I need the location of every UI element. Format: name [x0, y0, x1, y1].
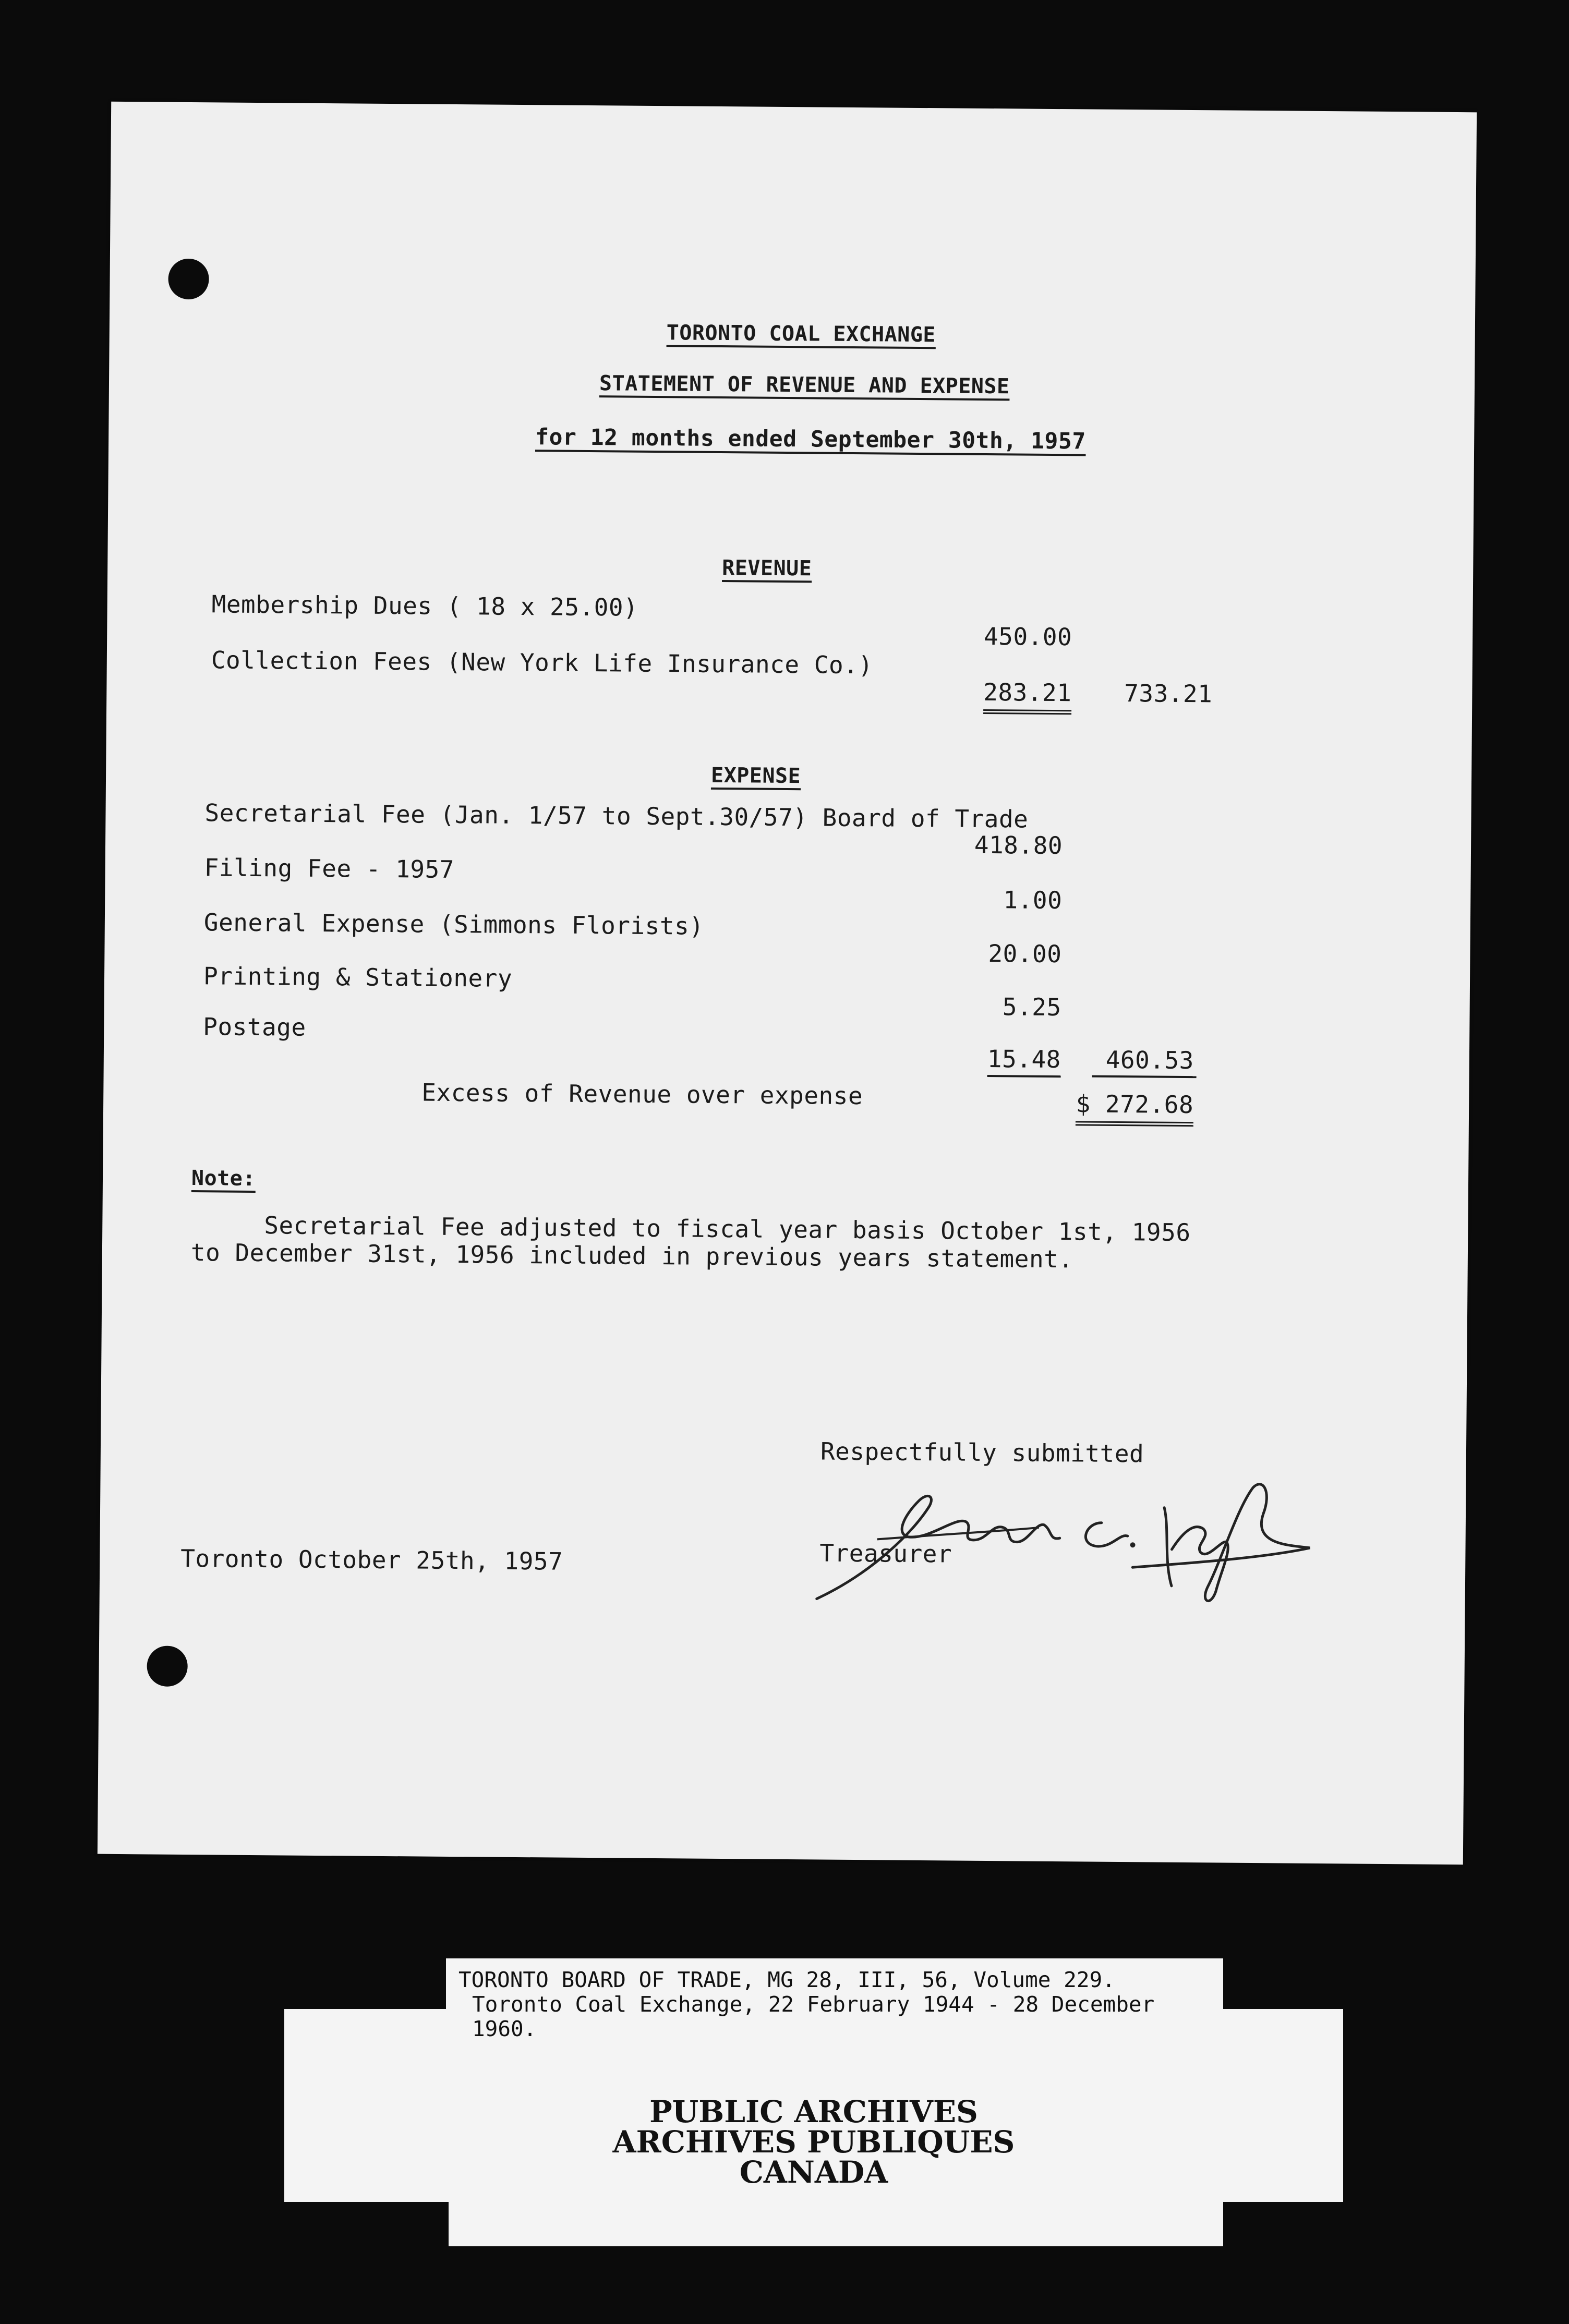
expense-item-amount: [931, 1044, 1061, 1073]
punch-hole-bottom: [147, 1645, 188, 1687]
revenue-item-label: Collection Fees (New York Life Insurance Co.): [211, 646, 873, 680]
archives-stamp-line: PUBLIC ARCHIVES: [649, 2094, 978, 2129]
revenue-total: 733.21: [1124, 679, 1213, 708]
signature: [767, 1442, 1316, 1618]
place-date: Toronto October 25th, 1957: [180, 1544, 563, 1576]
archive-reference-line: 1960.: [472, 2016, 537, 2041]
excess-label: Excess of Revenue over expense: [421, 1078, 863, 1110]
revenue-item-amount: 450.00: [983, 622, 1072, 651]
revenue-item-amount: [941, 677, 1071, 707]
expense-item-label: Filing Fee - 1957: [204, 853, 455, 883]
subtotal-rule: [1092, 1075, 1197, 1079]
document-title: TORONTO COAL EXCHANGE: [666, 321, 936, 347]
expense-heading: EXPENSE: [710, 763, 801, 789]
note-line: Secretarial Fee adjusted to fiscal year basis October 1st, 1956: [264, 1211, 1191, 1247]
expense-total: 460.53: [1105, 1045, 1194, 1075]
document-page: [98, 102, 1477, 1865]
expense-item-amount: 1.00: [1003, 886, 1063, 915]
archives-stamp-line: CANADA: [739, 2154, 888, 2190]
archive-reference-line: Toronto Coal Exchange, 22 February 1944 - 28 December: [472, 1992, 1155, 2017]
archive-reference-line: TORONTO BOARD OF TRADE, MG 28, III, 56, Volume 229.: [458, 1967, 1115, 1992]
expense-item-amount: 20.00: [988, 939, 1062, 969]
expense-item-label: Postage: [203, 1012, 306, 1042]
archive-reference-label: [446, 1958, 1223, 2086]
revenue-item-label: Membership Dues ( 18 x 25.00): [211, 590, 638, 622]
expense-item-amount-value: 15.48: [987, 1045, 1061, 1078]
archive-label-strip: [449, 2202, 1223, 2246]
expense-item-label: General Expense (Simmons Florists): [203, 908, 704, 940]
closing-text: Respectfully submitted: [820, 1437, 1144, 1468]
revenue-heading: REVENUE: [722, 555, 812, 581]
document-subtitle: STATEMENT OF REVENUE AND EXPENSE: [599, 371, 1010, 399]
revenue-item-amount-value: 283.21: [983, 678, 1072, 715]
role-text: Treasurer: [819, 1539, 952, 1568]
expense-item-amount: 418.80: [974, 830, 1063, 860]
excess-amount-value: $ 272.68: [1076, 1090, 1193, 1127]
expense-item-label: Secretarial Fee (Jan. 1/57 to Sept.30/57) Board of Trade: [204, 798, 1029, 833]
note-heading: Note:: [191, 1166, 256, 1191]
excess-amount: [1063, 1090, 1193, 1119]
note-line: to December 31st, 1956 included in previous years statement.: [190, 1238, 1073, 1274]
archives-stamp: [284, 2094, 1343, 2190]
archives-stamp-line: ARCHIVES PUBLIQUES: [612, 2124, 1015, 2160]
expense-item-amount: 5.25: [1002, 992, 1061, 1022]
expense-item-label: Printing & Stationery: [203, 962, 513, 992]
document-period: for 12 months ended September 30th, 1957: [535, 424, 1086, 455]
punch-hole-top: [168, 259, 209, 300]
